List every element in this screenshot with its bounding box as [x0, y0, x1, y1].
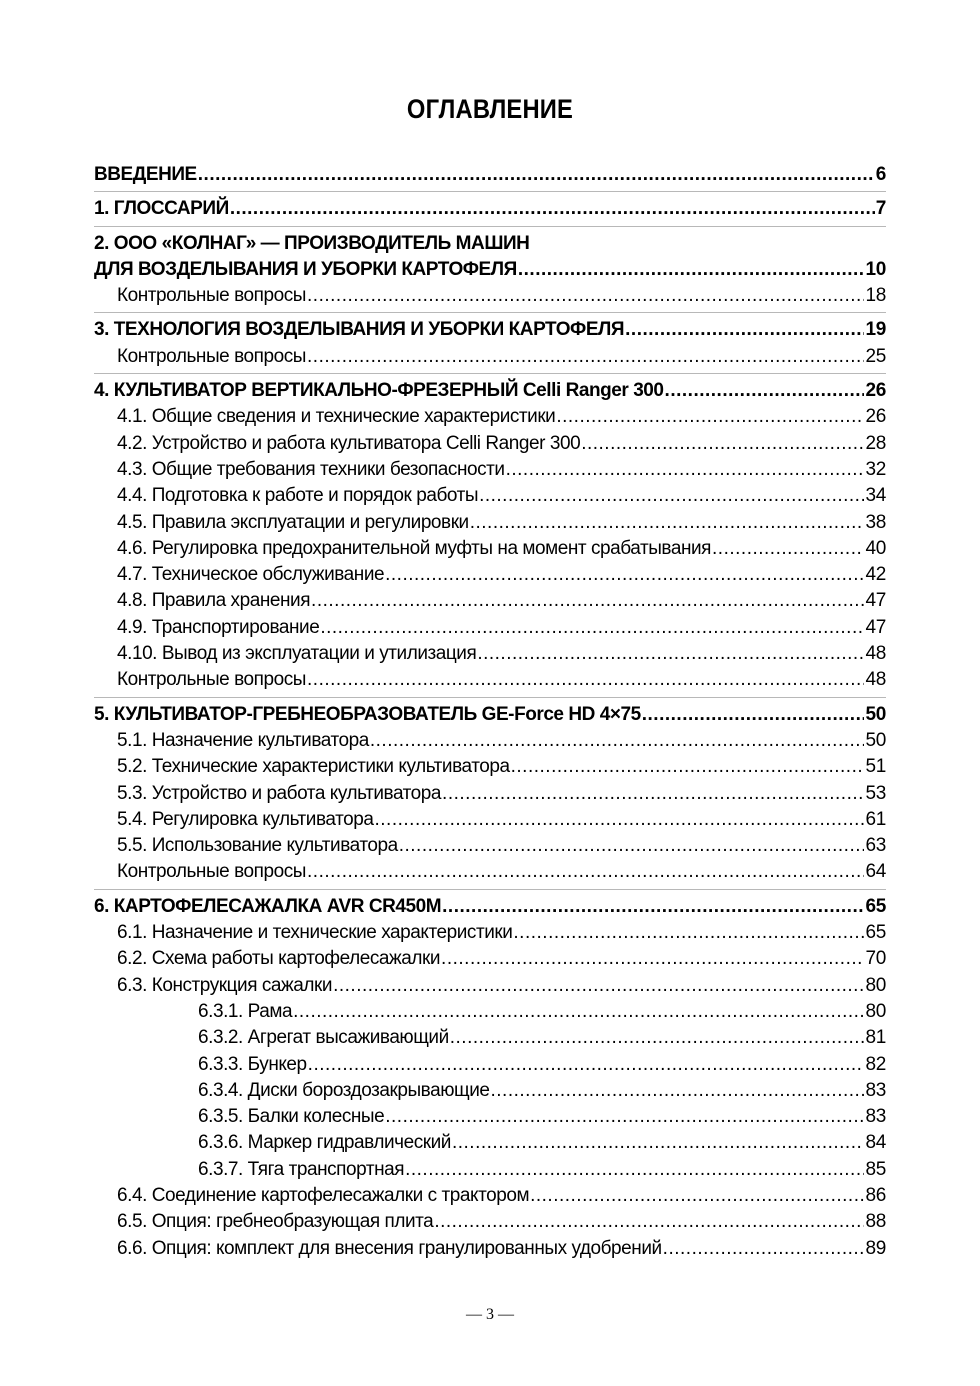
- toc-entry-title: 4.8. Правила хранения: [117, 590, 311, 612]
- toc-section: [94, 192, 886, 225]
- toc-entry[interactable]: [94, 973, 886, 999]
- toc-leader-dots: [581, 431, 864, 457]
- toc-entry-title: 5.5. Использование культиватора: [117, 835, 398, 857]
- toc-leader-dots: [385, 1104, 864, 1130]
- toc-page-number: 18: [865, 285, 886, 307]
- toc-leader-dots: [307, 859, 864, 885]
- toc-entry-title: 4. КУЛЬТИВАТОР ВЕРТИКАЛЬНО-ФРЕЗЕРНЫЙ Celli Ranger 300: [94, 380, 664, 402]
- toc-leader-dots: [479, 483, 864, 509]
- toc-page-number: 84: [865, 1132, 886, 1154]
- toc-entry-title: 4.3. Общие требования техники безопасности: [117, 458, 505, 480]
- toc-entry[interactable]: [94, 833, 886, 859]
- toc-entry[interactable]: [94, 1104, 886, 1130]
- toc-entry[interactable]: [94, 588, 886, 614]
- toc-entry-title: ДЛЯ ВОЗДЕЛЫВАНИЯ И УБОРКИ КАРТОФЕЛЯ: [94, 258, 517, 280]
- toc-entry[interactable]: [94, 754, 886, 780]
- toc-page-number: 63: [865, 835, 886, 857]
- toc-entry-title: 5.2. Технические характеристики культиватора: [117, 756, 510, 778]
- toc-heading-entry[interactable]: [94, 378, 886, 404]
- toc-page-number: 6: [875, 164, 886, 185]
- toc-entry-title: 6.1. Назначение и технические характеристики: [117, 922, 513, 944]
- toc-page-number: 80: [865, 1000, 886, 1022]
- toc-section: [94, 227, 886, 313]
- toc-page-number: 50: [865, 729, 886, 751]
- toc-entry-title: 2. ООО «КОЛНАГ» — ПРОИЗВОДИТЕЛЬ МАШИН: [94, 232, 530, 254]
- toc-page-number: 80: [865, 974, 886, 996]
- toc-entry[interactable]: [94, 1078, 886, 1104]
- toc-leader-dots: [513, 920, 864, 946]
- table-of-contents: [94, 158, 886, 1265]
- toc-page-number: 51: [865, 756, 886, 778]
- toc-entry-title: 6.3. Конструкция сажалки: [117, 974, 333, 996]
- toc-page-number: 19: [865, 319, 886, 341]
- toc-entry-title: 4.9. Транспортирование: [117, 616, 320, 638]
- toc-entry[interactable]: [94, 728, 886, 754]
- toc-entry-title: 5.3. Устройство и работа культиватора: [117, 782, 442, 804]
- toc-entry[interactable]: [94, 807, 886, 833]
- toc-entry-title: 5.4. Регулировка культиватора: [117, 808, 374, 830]
- toc-leader-dots: [530, 1183, 864, 1209]
- toc-entry[interactable]: [94, 1052, 886, 1078]
- toc-leader-dots: [434, 1209, 864, 1235]
- toc-heading-entry[interactable]: [94, 317, 886, 343]
- toc-heading-entry[interactable]: [94, 702, 886, 728]
- toc-leader-dots: [385, 562, 864, 588]
- toc-leader-dots: [333, 973, 864, 999]
- toc-entry[interactable]: [94, 667, 886, 693]
- toc-leader-dots: [490, 1078, 864, 1104]
- toc-heading-entry[interactable]: [94, 894, 886, 920]
- toc-leader-dots: [320, 615, 864, 641]
- toc-entry[interactable]: [94, 457, 886, 483]
- toc-entry[interactable]: [94, 781, 886, 807]
- toc-page-number: 7: [875, 198, 886, 220]
- toc-page-number: 81: [865, 1027, 886, 1049]
- toc-entry-title: 5. КУЛЬТИВАТОР-ГРЕБНЕОБРАЗОВАТЕЛЬ GE-Force HD 4×75: [94, 703, 641, 725]
- toc-page-number: 34: [865, 485, 886, 507]
- toc-page-number: 53: [865, 782, 886, 804]
- toc-entry-title: 6.3.1. Рама: [198, 1000, 293, 1022]
- toc-entry[interactable]: [94, 1236, 886, 1262]
- toc-page-number: 82: [865, 1053, 886, 1075]
- toc-page-number: 70: [865, 948, 886, 970]
- toc-leader-dots: [511, 754, 865, 780]
- toc-leader-dots: [293, 999, 864, 1025]
- toc-page-number: 48: [865, 669, 886, 691]
- toc-page-number: 47: [865, 590, 886, 612]
- toc-section: [94, 698, 886, 889]
- toc-leader-dots: [506, 457, 865, 483]
- toc-entry[interactable]: [94, 615, 886, 641]
- toc-entry[interactable]: [94, 404, 886, 430]
- toc-entry[interactable]: [94, 344, 886, 370]
- toc-page-number: 64: [865, 861, 886, 883]
- toc-page-number: 83: [865, 1079, 886, 1101]
- toc-entry-title: 4.6. Регулировка предохранительной муфты на момент срабатывания: [117, 537, 712, 559]
- toc-heading-entry[interactable]: [94, 257, 886, 283]
- toc-entry-title: 4.1. Общие сведения и технические характеристики: [117, 406, 556, 428]
- toc-entry[interactable]: [94, 1157, 886, 1183]
- toc-entry-title: 6.3.7. Тяга транспортная: [198, 1158, 405, 1180]
- toc-entry[interactable]: [94, 536, 886, 562]
- toc-entry[interactable]: [94, 431, 886, 457]
- toc-entry-title: 4.4. Подготовка к работе и порядок работы: [117, 485, 479, 507]
- toc-heading-entry[interactable]: [94, 231, 886, 257]
- toc-page-number: 88: [865, 1211, 886, 1233]
- toc-entry-title: 4.7. Техническое обслуживание: [117, 564, 385, 586]
- toc-leader-dots: [477, 641, 864, 667]
- toc-entry-title: 1. ГЛОССАРИЙ: [94, 198, 229, 220]
- toc-page-number: 86: [865, 1184, 886, 1206]
- toc-leader-dots: [375, 807, 865, 833]
- toc-page-number: 89: [865, 1237, 886, 1259]
- toc-page-number: 61: [865, 808, 886, 830]
- toc-leader-dots: [307, 283, 864, 309]
- toc-entry[interactable]: [94, 283, 886, 309]
- toc-leader-dots: [665, 378, 865, 404]
- toc-leader-dots: [642, 702, 865, 728]
- toc-page-number: 47: [865, 616, 886, 638]
- toc-entry[interactable]: [94, 920, 886, 946]
- toc-entry-title: 6.3.3. Бункер: [198, 1053, 307, 1075]
- toc-entry-title: Контрольные вопросы: [117, 669, 307, 691]
- toc-entry-title: 6.6. Опция: комплект для внесения гранулированных удобрений: [117, 1237, 662, 1259]
- toc-leader-dots: [452, 1130, 864, 1156]
- toc-page-number: 10: [865, 258, 886, 280]
- toc-leader-dots: [442, 894, 864, 920]
- toc-entry[interactable]: [94, 641, 886, 667]
- toc-page-number: 38: [865, 511, 886, 533]
- page-title: ОГЛАВЛЕНИЕ: [406, 94, 574, 124]
- toc-entry[interactable]: [94, 1025, 886, 1051]
- toc-entry-title: 6. КАРТОФЕЛЕСАЖАЛКА AVR CR450M: [94, 895, 442, 917]
- toc-page-number: 28: [865, 432, 886, 454]
- toc-entry-title: Контрольные вопросы: [117, 285, 307, 307]
- toc-leader-dots: [307, 667, 864, 693]
- toc-leader-dots: [370, 728, 865, 754]
- toc-page-number: 85: [865, 1158, 886, 1180]
- toc-section: [94, 890, 886, 1265]
- toc-page-number: 42: [865, 564, 886, 586]
- toc-entry[interactable]: [94, 1130, 886, 1156]
- toc-heading-entry[interactable]: [94, 196, 886, 222]
- toc-leader-dots: [307, 344, 864, 370]
- toc-entry[interactable]: [94, 946, 886, 972]
- toc-entry-title: Контрольные вопросы: [117, 345, 307, 367]
- toc-leader-dots: [441, 946, 864, 972]
- page-number: — 3 —: [466, 1306, 514, 1323]
- toc-leader-dots: [450, 1025, 865, 1051]
- toc-entry-title: 4.2. Устройство и работа культиватора Celli Ranger 300: [117, 432, 581, 454]
- toc-entry[interactable]: [94, 483, 886, 509]
- toc-entry[interactable]: [94, 510, 886, 536]
- toc-entry-title: 6.4. Соединение картофелесажалки с трактором: [117, 1184, 530, 1206]
- toc-section: [94, 158, 886, 191]
- toc-entry[interactable]: [94, 859, 886, 885]
- toc-section: [94, 374, 886, 697]
- toc-leader-dots: [198, 162, 875, 188]
- toc-leader-dots: [399, 833, 865, 859]
- toc-entry-title: 6.3.4. Диски бороздозакрывающие: [198, 1079, 490, 1101]
- toc-leader-dots: [470, 510, 865, 536]
- toc-leader-dots: [230, 196, 875, 222]
- toc-page-number: 50: [865, 703, 886, 725]
- toc-entry[interactable]: [94, 1183, 886, 1209]
- toc-page-number: 32: [865, 458, 886, 480]
- toc-leader-dots: [311, 588, 864, 614]
- toc-entry-title: 3. ТЕХНОЛОГИЯ ВОЗДЕЛЫВАНИЯ И УБОРКИ КАРТОФЕЛЯ: [94, 319, 625, 341]
- toc-page-number: 65: [865, 895, 886, 917]
- toc-entry-title: 6.5. Опция: гребнеобразующая плита: [117, 1211, 434, 1233]
- toc-leader-dots: [712, 536, 864, 562]
- toc-page-number: 48: [865, 643, 886, 665]
- toc-entry[interactable]: [94, 562, 886, 588]
- toc-page-number: 26: [865, 406, 886, 428]
- toc-page-number: 65: [865, 922, 886, 944]
- toc-page-number: 25: [865, 345, 886, 367]
- toc-entry-title: 6.3.6. Маркер гидравлический: [198, 1132, 451, 1154]
- toc-page-number: 26: [865, 380, 886, 402]
- toc-heading-entry[interactable]: [94, 162, 886, 188]
- toc-page-number: 83: [865, 1106, 886, 1128]
- toc-entry-title: 5.1. Назначение культиватора: [117, 729, 369, 751]
- toc-leader-dots: [308, 1052, 865, 1078]
- toc-entry-title: 4.5. Правила эксплуатации и регулировки: [117, 511, 469, 533]
- toc-entry[interactable]: [94, 1209, 886, 1235]
- toc-leader-dots: [405, 1157, 864, 1183]
- toc-entry-title: 6.2. Схема работы картофелесажалки: [117, 948, 441, 970]
- toc-section: [94, 313, 886, 373]
- toc-entry-title: 6.3.2. Агрегат высаживающий: [198, 1027, 449, 1049]
- toc-entry[interactable]: [94, 999, 886, 1025]
- toc-leader-dots: [625, 317, 864, 343]
- toc-leader-dots: [556, 404, 864, 430]
- toc-leader-dots: [663, 1236, 865, 1262]
- toc-page-number: 40: [865, 537, 886, 559]
- toc-leader-dots: [442, 781, 864, 807]
- toc-entry-title: Контрольные вопросы: [117, 861, 307, 883]
- toc-entry-title: ВВЕДЕНИЕ: [94, 164, 197, 185]
- toc-entry-title: 4.10. Вывод из эксплуатации и утилизация: [117, 643, 477, 665]
- toc-entry-title: 6.3.5. Балки колесные: [198, 1106, 385, 1128]
- toc-leader-dots: [518, 257, 865, 283]
